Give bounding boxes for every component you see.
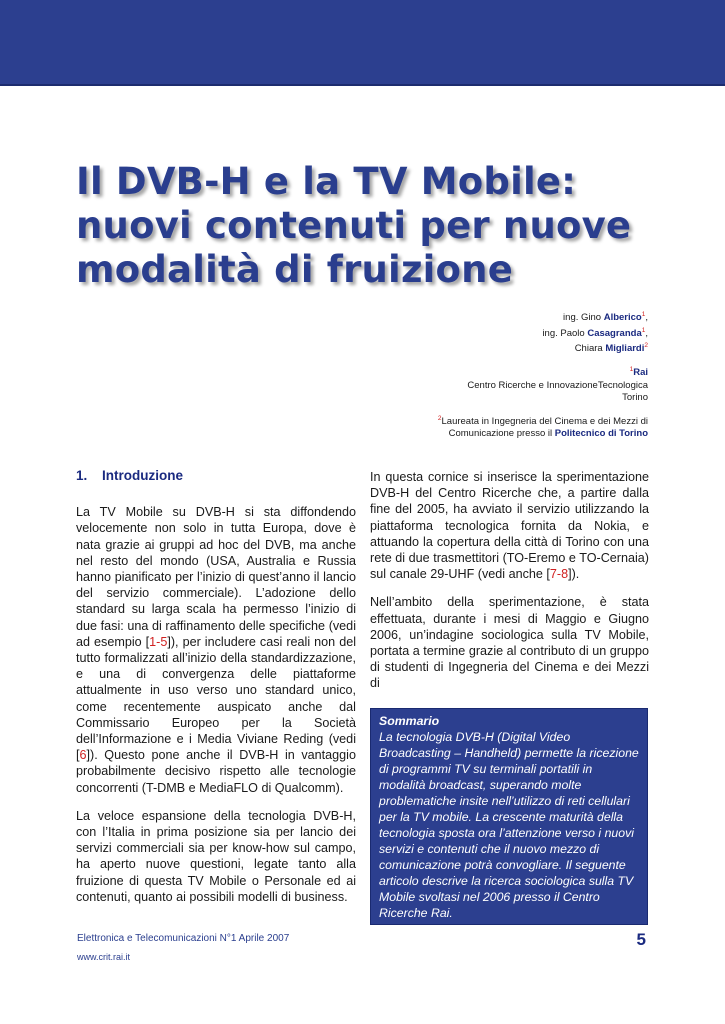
left-paragraph-1: La TV Mobile su DVB-H si sta diffondendo velocemente non solo in tutta Europa, dove è nata grazie ai gruppi ad hoc del DVB, ma anche nel resto del mondo (USA, Australia e Russia hanno pianificato per l’inizio di quest’anno il lancio del servizio commerciale). L’adozione dello standard su larga scala ha permesso l’inizio di due fasi: una di raffinamento delle specifiche (vedi ad esempio [1-5]), per includere casi reali non del tutto formalizzati all’inizio della standardizzazione, e una di convergenza delle piattaforme attualmente in uso verso uno standard unico, come recentemente auspicato anche dal Commissario Europeo per la Società dell’Informazione e i Media Viviane Reding (vedi [6]). Questo pone anche il DVB-H in vantaggio probabilmente decisivo rispetto alle tecnologie concorrenti (T-DMB e MediaFLO di Qualcomm).	[76, 505, 356, 795]
summary-title: Sommario	[379, 714, 440, 728]
right-paragraph-1: In questa cornice si inserisce la sperimentazione DVB-H del Centro Ricerche che, a partire dalla fine del 2005, ha avviato il servizio utilizzando la piattaforma tecnologica fornita da Nokia, e attuando la copertura della città di Torino con una rete di due trasmettitori (TO-Eremo e TO-Cernaia) sul canale 29-UHF (vedi anche [7-8]).	[370, 470, 649, 582]
affiliation-1-line-2: Centro Ricerche e InnovazioneTecnologica	[467, 379, 648, 391]
section-heading	[76, 468, 356, 484]
section-number: 1.	[76, 468, 88, 483]
author-block	[438, 309, 648, 441]
title-line-3: modalità di fruizione	[76, 248, 514, 291]
page-number: 5	[636, 930, 646, 949]
author-line-3: Chiara Migliardi$^2$	[574, 342, 648, 355]
affiliation-1: $^1$Rai	[629, 365, 648, 379]
right-column	[370, 469, 649, 704]
summary-box	[370, 708, 648, 925]
affiliation-2: $^2$Laureata in Ingegneria del Cinema e dei Mezzi di	[437, 414, 648, 427]
author-line-2: ing. Paolo Casagranda$^1$,	[542, 326, 648, 339]
author-line-1: ing. Gino Alberico$^1$,	[563, 311, 648, 324]
citation-link-7-8[interactable]: 7-8	[549, 567, 569, 582]
author-name-migliardi: Migliardi	[605, 343, 645, 355]
header-band	[0, 0, 725, 86]
article-title	[76, 160, 631, 292]
footer-journal: Elettronica e Telecomunicazioni N°1 Aprile 2007	[77, 933, 290, 944]
section-title: Introduzione	[102, 468, 183, 483]
summary-body: La tecnologia DVB-H (Digital Video Broadcasting – Handheld) permette la ricezione di programmi TV su terminali portatili in modalità broadcast, superando molte problematiche insite nell’utilizzo di reti cellulari per la TV mobile. La crescente maturità della tecnologia sposta ora l’attenzione verso i nuovi servizi e contenuti che il nuovo mezzo di comunicazione potrà convogliare. Il seguente articolo descrive la ricerca sociologica sulla TV Mobile svoltasi nel 2006 presso il Centro Ricerche Rai.	[379, 730, 639, 920]
author-name-casagranda: Casagranda	[587, 327, 642, 339]
title-line-1: Il DVB-H e la TV Mobile:	[76, 160, 577, 203]
left-column	[76, 468, 356, 917]
title-line-2: nuovi contenuti per nuove	[76, 204, 632, 247]
author-name-alberico: Alberico	[603, 312, 642, 324]
right-paragraph-2: Nell’ambito della sperimentazione, è stata effettuata, durante i mesi di Maggio e Giugno 2006, un’indagine sociologica sulla TV Mobile, portata a termine grazie al contributo di un gruppo di studenti di Ingegneria del Cinema e dei Mezzi di	[370, 595, 649, 691]
footer-url[interactable]: www.crit.rai.it	[77, 952, 131, 962]
affiliation-1-line-3: Torino	[622, 392, 648, 404]
citation-link-1-5[interactable]: 1-5	[149, 634, 168, 649]
left-paragraph-2: La veloce espansione della tecnologia DVB-H, con l’Italia in prima posizione sia per lancio dei servizi commerciali sia per know-how sul campo, ha aperto nuove questioni, legate tanto alla fruizione di questa TV Mobile o Personale ed ai contenuti, quanto ai possibili modelli di business.	[76, 808, 356, 904]
citation-link-6[interactable]: 6	[79, 748, 87, 763]
affiliation-2-line-2: Comunicazione presso il Politecnico di Torino	[448, 428, 648, 440]
